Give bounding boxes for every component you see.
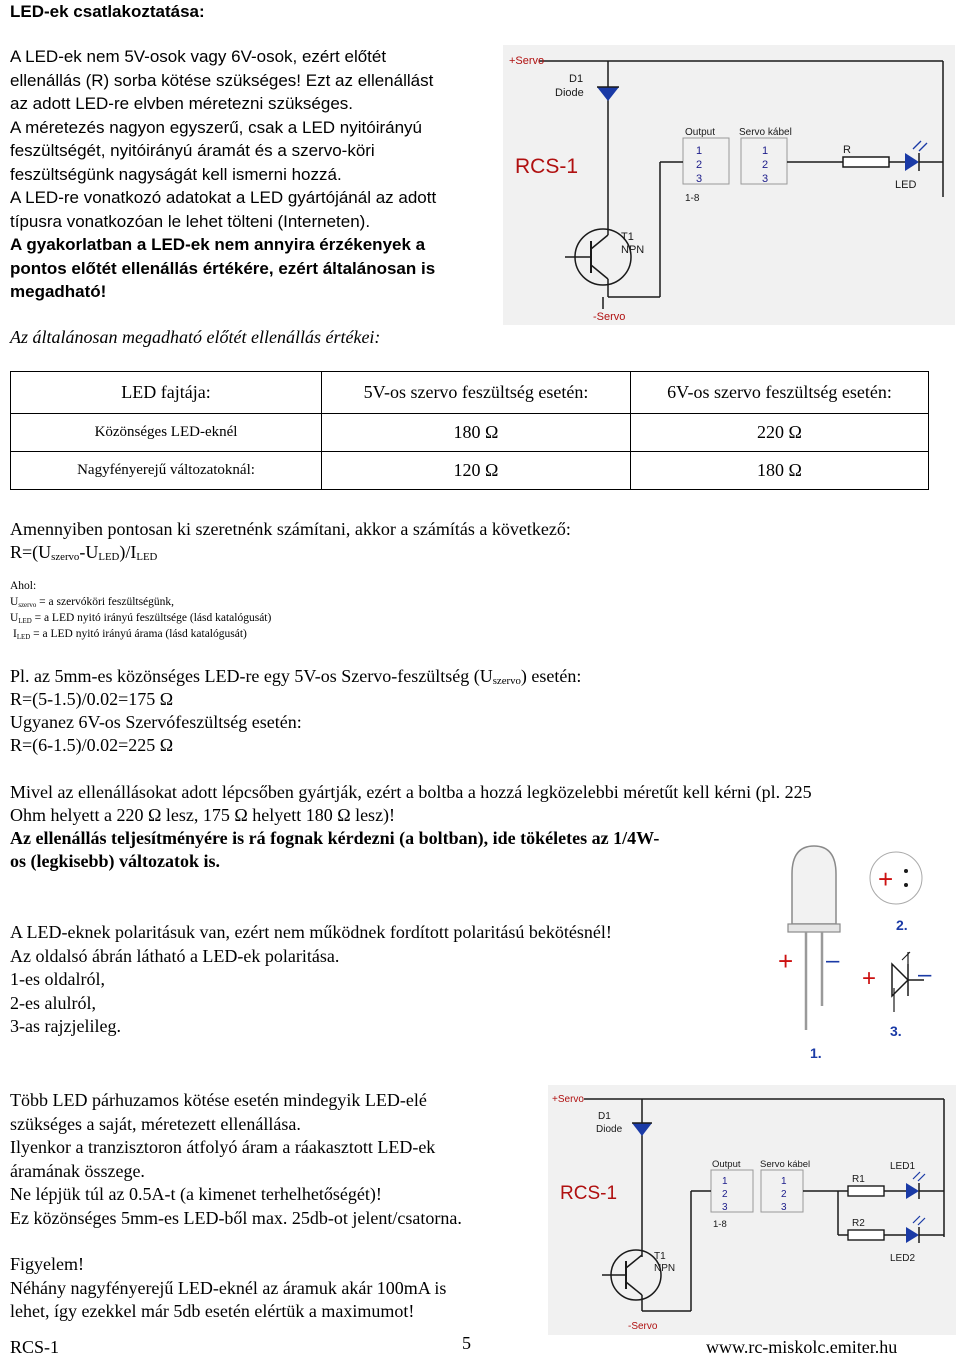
formula-sub: LED: [136, 551, 158, 563]
parallel-led-schematic: [548, 1085, 956, 1335]
led-schematic: [503, 45, 955, 325]
npn-label: NPN: [654, 1263, 676, 1274]
pin-label: 1: [696, 145, 703, 157]
footer-left: RCS-1: [10, 1337, 60, 1357]
rcs-label: RCS-1: [560, 1183, 618, 1204]
resistor-1-icon: [848, 1186, 884, 1196]
table-cell: 180 Ω: [322, 414, 631, 452]
pin-label: 2: [722, 1189, 728, 1200]
r2-label: R2: [852, 1218, 865, 1229]
table-cell: Közönséges LED-eknél: [11, 414, 322, 452]
table-header-row: [11, 372, 929, 414]
table-header-cell: 5V-os szervo feszültség esetén:: [322, 372, 631, 414]
pin-label: 2: [696, 159, 703, 171]
intro-bold-line: megadható!: [10, 282, 107, 301]
table-header-cell: LED fajtája:: [11, 372, 322, 414]
pin-label: 1: [722, 1176, 728, 1187]
series-line: Ohm helyett a 220 Ω lesz, 175 Ω helyett 180 Ω lesz)!: [10, 805, 396, 825]
rcs-label: RCS-1: [515, 155, 579, 178]
plus-servo-label: +Servo: [552, 1094, 584, 1105]
diode-label: Diode: [555, 87, 584, 99]
minus-servo-label: -Servo: [628, 1321, 658, 1332]
pin-label: 3: [696, 173, 703, 185]
d1-label: D1: [598, 1111, 611, 1122]
r1-label: R1: [852, 1174, 865, 1185]
warning-title: Figyelem!: [10, 1254, 84, 1274]
intro-bold-line: pontos előtét ellenállás értékére, ezért általánosan is: [10, 258, 436, 278]
formula-part: -U: [79, 542, 99, 562]
t1-label: T1: [621, 231, 634, 243]
servo-cable-label: Servo kábel: [739, 127, 792, 138]
led-polarity-figure: [770, 840, 950, 1072]
npn-label: NPN: [621, 244, 645, 256]
intro-paragraph: [10, 45, 500, 304]
pin-label: 2: [762, 159, 769, 171]
resistor-2-icon: [848, 1230, 884, 1240]
warning-line: Néhány nagyfényerejű LED-eknél az áramuk akár 100mA is: [10, 1277, 447, 1298]
range-label: 1-8: [685, 193, 700, 204]
polarity-block: [10, 921, 612, 1039]
example-line: Ugyanez 6V-os Szervófeszültség esetén:: [10, 712, 302, 732]
definitions-title: Ahol:: [10, 580, 37, 592]
intro-bold-line: A gyakorlatban a LED-ek nem annyira érzékenyek a: [10, 235, 426, 254]
series-bold-line: os (legkisebb) változatok is.: [10, 851, 221, 871]
example-line: R=(5-1.5)/0.02=175 Ω: [10, 689, 174, 709]
pin-label: 3: [781, 1202, 787, 1213]
resistor-icon: [843, 157, 889, 167]
plus-servo-label: +Servo: [509, 55, 545, 67]
polarity-line: A LED-eknek polaritásuk van, ezért nem működnek fordított polaritású bekötésnél!: [10, 922, 612, 942]
formula-block: [10, 518, 571, 564]
formula-part: R=(U: [10, 542, 52, 562]
led2-label: LED2: [890, 1253, 916, 1264]
led1-label: LED1: [890, 1161, 916, 1172]
parallel-line: Ez közönséges 5mm-es LED-ből max. 25db-ot jelent/csatorna.: [10, 1207, 462, 1228]
parallel-line: Ne lépjük túl az 0.5A-t (a kimenet terhelhetőségét)!: [10, 1184, 382, 1204]
led-label: LED: [895, 179, 917, 191]
led-body-icon: [792, 846, 836, 924]
warning-line: lehet, így ezekkel már 5db esetén elértük a maximumot!: [10, 1301, 415, 1321]
definition-line: $U_{LED} = a$ LED nyitó irányú feszültsége (lásd katalógusát): [10, 612, 272, 625]
formula-sub: LED: [98, 551, 120, 563]
minus-icon: –: [826, 947, 840, 974]
table-cell: Nagyfényerejű változatoknál:: [11, 452, 322, 490]
minus-servo-label: -Servo: [593, 311, 626, 323]
definition-line: $I_{LED} = a$ LED nyitó irányú árama (lásd katalógusát): [13, 628, 247, 641]
pin-label: 3: [722, 1202, 728, 1213]
example-block: [10, 665, 581, 757]
polarity-line: 3-as rajzjelileg.: [10, 1016, 121, 1036]
parallel-line: Ilyenkor a tranzisztoron átfolyó áram a ráakasztott LED-ek: [10, 1137, 436, 1157]
diode-label: Diode: [596, 1124, 623, 1135]
formula-sub: szervo: [51, 551, 80, 563]
pin-label: 1: [762, 145, 769, 157]
intro-line: A LED-ek nem 5V-osok vagy 6V-osok, ezért előtét: [10, 47, 387, 66]
parallel-block: [10, 1089, 462, 1230]
table-header-cell: 6V-os szervo feszültség esetén:: [631, 372, 929, 414]
page-heading: LED-ek csatlakoztatása:: [10, 2, 205, 21]
table-cell: 120 Ω: [322, 452, 631, 490]
intro-line: ellenállás (R) sorba kötése szükséges! Ezt az ellenállást: [10, 70, 434, 90]
intro-line: A méretezés nagyon egyszerű, csak a LED nyitóirányú: [10, 117, 422, 137]
page-number: 5: [462, 1333, 471, 1353]
formula: [10, 541, 571, 564]
plus-icon: +: [862, 965, 877, 992]
figure-number-2: 2.: [896, 917, 908, 933]
intro-line: az adott LED-re elvben méretezni szükséges.: [10, 94, 354, 113]
formula-part: )/I: [119, 542, 137, 562]
pin-label: 3: [762, 173, 769, 185]
polarity-line: 1-es oldalról,: [10, 969, 105, 989]
output-label: Output: [712, 1159, 741, 1170]
t1-label: T1: [654, 1251, 666, 1262]
definition-line: $U_{szervo} = a$ szervóköri feszültségünk,: [10, 596, 175, 609]
d1-label: D1: [569, 73, 584, 85]
example-line: Pl. az 5mm-es közönséges LED-re egy 5V-os Szervo-feszültség $(U_{szervo})$ esetén:: [10, 666, 582, 687]
resistor-table: [10, 371, 929, 490]
parallel-line: szükséges a saját, méretezett ellenállása.: [10, 1113, 301, 1134]
table-cell: 220 Ω: [631, 414, 929, 452]
minus-icon: –: [918, 961, 932, 988]
example-line: R=(6-1.5)/0.02=225 Ω: [10, 735, 174, 755]
intro-line: feszültségünk nagyságát kell ismerni hozzá.: [10, 164, 342, 184]
output-label: Output: [685, 127, 716, 138]
parallel-line: Több LED párhuzamos kötése esetén mindegyik LED-elé: [10, 1090, 427, 1110]
intro-line: típusra vonatkozóan le lehet tölteni (Interneten).: [10, 211, 371, 231]
figure-number-1: 1.: [810, 1045, 822, 1061]
plus-icon: +: [878, 864, 894, 894]
table-row: [11, 414, 929, 452]
r-label: R: [843, 144, 851, 156]
footer-url: www.rc-miskolc.emiter.hu: [706, 1337, 898, 1357]
definitions: [10, 578, 271, 642]
figure-number-3: 3.: [890, 1023, 902, 1039]
intro-line: A LED-re vonatkozó adatokat a LED gyártójánál az adott: [10, 188, 437, 207]
warning-block: [10, 1253, 446, 1324]
series-line: Mivel az ellenállásokat adott lépcsőben gyártják, ezért a boltba a hozzá legközelebbi méretűt kell kérni (pl. 225: [10, 782, 812, 802]
series-bold-line: Az ellenállás teljesítményére is rá fognak kérdezni (a boltban), ide tökéletes az 1/4W-: [10, 828, 660, 848]
table-caption: Az általánosan megadható előtét ellenállás értékei:: [10, 327, 381, 347]
formula-intro: Amennyiben pontosan ki szeretnénk számítani, akkor a számítás a következő:: [10, 519, 571, 539]
parallel-line: áramának összege.: [10, 1160, 145, 1181]
intro-line: feszültségét, nyitóirányú áramát és a szervo-köri: [10, 141, 375, 160]
plus-icon: +: [778, 946, 794, 976]
range-label: 1-8: [713, 1219, 727, 1230]
pin-label: 2: [781, 1189, 787, 1200]
table-cell: 180 Ω: [631, 452, 929, 490]
pin-label: 1: [781, 1176, 787, 1187]
polarity-line: 2-es alulról,: [10, 992, 96, 1013]
polarity-line: Az oldalsó ábrán látható a LED-ek polaritása.: [10, 945, 340, 966]
servo-cable-label: Servo kábel: [760, 1159, 811, 1170]
table-row: [11, 452, 929, 490]
